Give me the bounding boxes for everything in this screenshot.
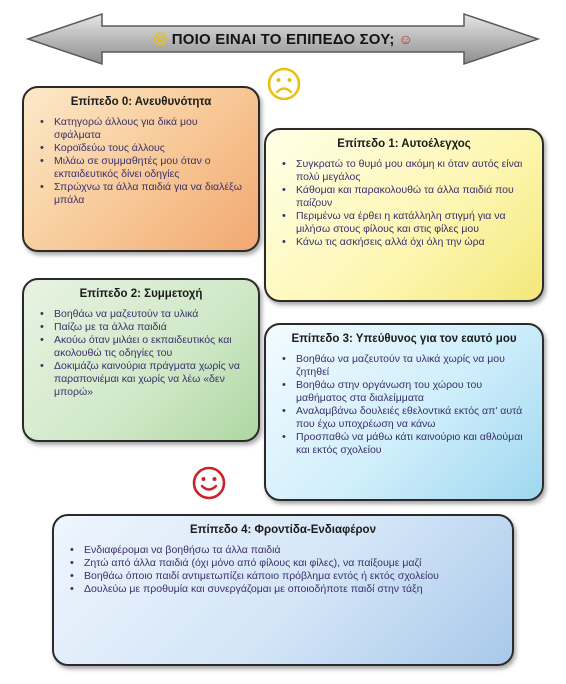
list-item: • Ζητώ από άλλα παιδιά (όχι μόνο από φίλους και φίλες), να παίξουμε μαζί — [84, 557, 500, 570]
list-item: • Περιμένω να έρθει η κατάλληλη στιγμή για να μιλήσω στους φίλους και στις φίλες μου — [296, 210, 530, 236]
level-items — [278, 353, 530, 457]
list-item: • Κάνω τις ασκήσεις αλλά όχι όλη την ώρα — [296, 236, 530, 249]
level-4-card — [52, 514, 514, 666]
list-item: • Συγκρατώ το θυμό μου ακόμη κι όταν αυτός είναι πολύ μεγάλος — [296, 158, 530, 184]
list-item: • Δοκιμάζω καινούρια πράγματα χωρίς να παραπονιέμαι και χωρίς να λέω «δεν μπορώ» — [54, 360, 246, 399]
level-2-card — [22, 278, 260, 442]
list-item: • Κοροϊδεύω τους άλλους — [54, 142, 246, 155]
list-item: • Βοηθάω να μαζευτούν τα υλικά — [54, 308, 246, 321]
level-items — [36, 308, 246, 399]
list-item: • Σπρώχνω τα άλλα παιδιά για να διαλέξω μπάλα — [54, 181, 246, 207]
list-item: • Κάθομαι και παρακολουθώ τα άλλα παιδιά που παίζουν — [296, 184, 530, 210]
level-items — [278, 158, 530, 249]
list-item: • Βοηθάω στην οργάνωση του χώρου του μαθήματος στα διαλείμματα — [296, 379, 530, 405]
list-item: • Βοηθάω όποιο παιδί αντιμετωπίζει κάποιο πρόβλημα εντός ή εκτός σχολείου — [84, 570, 500, 583]
list-item: • Ενδιαφέρομαι να βοηθήσω τα άλλα παιδιά — [84, 544, 500, 557]
title-banner — [24, 10, 542, 68]
smile-face-icon: ☺ — [398, 31, 414, 47]
list-item: • Αναλαμβάνω δουλειές εθελοντικά εκτός απ' αυτά που έχω υποχρέωση να κάνω — [296, 405, 530, 431]
sad-face-icon — [266, 66, 302, 102]
level-items — [66, 544, 500, 596]
list-item: • Μιλάω σε συμμαθητές μου όταν ο εκπαιδευτικός δίνει οδηγίες — [54, 155, 246, 181]
list-item: • Προσπαθώ να μάθω κάτι καινούριο και αθλούμαι και εκτός σχολείου — [296, 431, 530, 457]
level-title: Επίπεδο 2: Συμμετοχή — [79, 288, 203, 300]
level-3-card — [264, 323, 544, 501]
level-0-card — [22, 86, 260, 252]
page-title: ΠΟΙΟ ΕΙΝΑΙ ΤΟ ΕΠΙΠΕΔΟ ΣΟΥ; — [171, 30, 395, 48]
list-item: • Κατηγορώ άλλους για δικά μου σφάλματα — [54, 116, 246, 142]
level-items — [36, 116, 246, 207]
list-item: • Παίζω με τα άλλα παιδιά — [54, 321, 246, 334]
banner-title-row — [24, 10, 542, 68]
level-title: Επίπεδο 0: Ανευθυνότητα — [70, 96, 212, 108]
list-item: • Δουλεύω με προθυμία και συνεργάζομαι με οποιοδήποτε παιδί στην τάξη — [84, 583, 500, 596]
list-item: • Ακούω όταν μιλάει ο εκπαιδευτικός και ακολουθώ τις οδηγίες του — [54, 334, 246, 360]
level-title: Επίπεδο 1: Αυτοέλεγχος — [337, 138, 471, 150]
list-item: • Βοηθάω να μαζευτούν τα υλικά χωρίς να μου ζητηθεί — [296, 353, 530, 379]
level-title: Επίπεδο 3: Υπεύθυνος για τον εαυτό μου — [291, 333, 517, 345]
level-1-card — [264, 128, 544, 302]
happy-face-icon — [191, 465, 227, 501]
sad-face-icon: ☹ — [152, 30, 168, 47]
level-title: Επίπεδο 4: Φροντίδα-Ενδιαφέρον — [190, 524, 376, 536]
